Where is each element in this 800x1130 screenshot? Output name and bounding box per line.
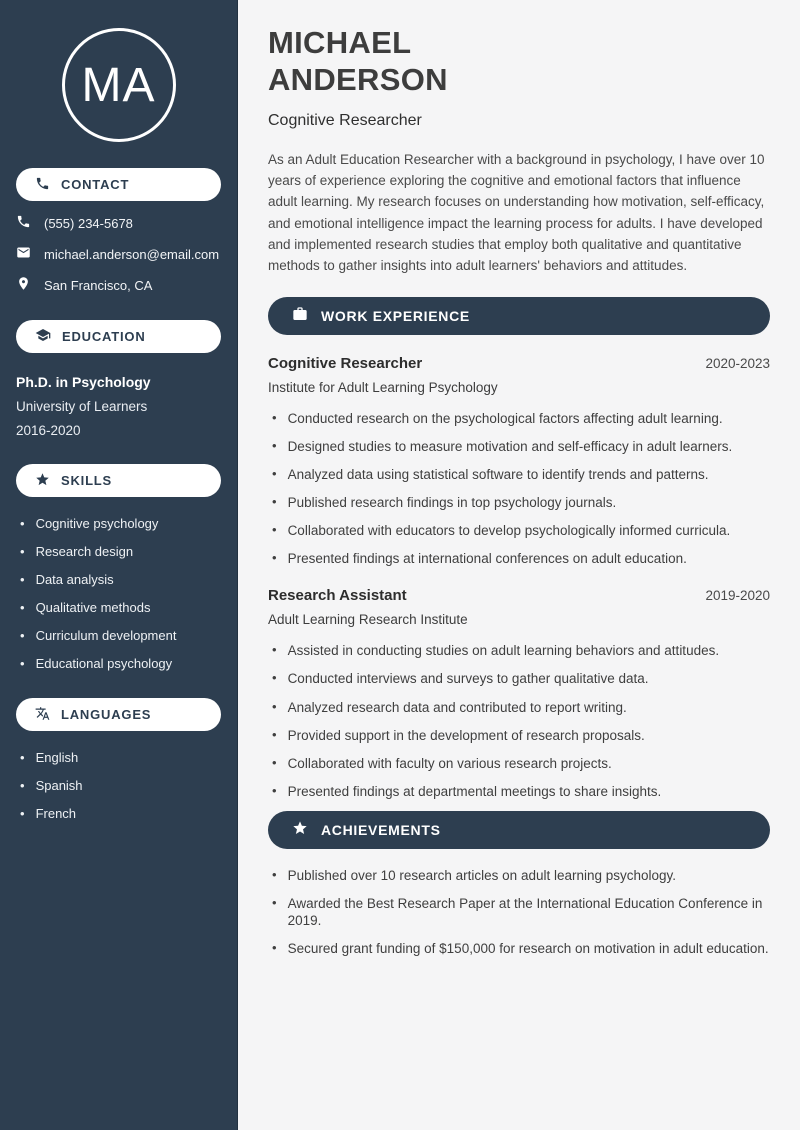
education-school: University of Learners bbox=[16, 399, 148, 414]
job-bullet: Conducted interviews and surveys to gather qualitative data. bbox=[287, 671, 649, 687]
bullet-dot: • bbox=[20, 750, 25, 766]
bullet-dot: • bbox=[20, 656, 25, 672]
list-item bbox=[272, 410, 770, 428]
location-icon bbox=[16, 276, 31, 294]
bullet-dot: • bbox=[272, 726, 277, 742]
achievements-section-header bbox=[268, 811, 770, 849]
job-company: Adult Learning Research Institute bbox=[268, 612, 468, 628]
bullet-dot: • bbox=[20, 600, 25, 616]
job-title: Cognitive Researcher bbox=[268, 354, 423, 372]
contact-item-location bbox=[16, 276, 221, 294]
list-item bbox=[272, 466, 770, 484]
bullet-dot: • bbox=[272, 549, 277, 565]
language-label: French bbox=[35, 806, 77, 822]
bullet-dot: • bbox=[272, 465, 277, 481]
list-item bbox=[272, 642, 770, 660]
mail-icon bbox=[16, 245, 31, 263]
name-last: ANDERSON bbox=[268, 62, 448, 98]
language-label: Spanish bbox=[35, 778, 83, 794]
skill-label: Cognitive psychology bbox=[35, 516, 159, 531]
summary-paragraph: As an Adult Education Researcher with a background in psychology, I have over 10 years of experience exploring the cognitive and emotional factors that influence adult learning. My research focuses on understanding how motivation, self-efficacy, and emotional intelligence impact the learning process for adults. I have developed and implemented research studies that employ both qualitative and quantitative methods to gather insights into adult learners' behaviors and attitudes. bbox=[268, 152, 765, 273]
skills-list bbox=[20, 516, 221, 672]
work-experience-title: WORK EXPERIENCE bbox=[321, 307, 470, 324]
star-icon bbox=[35, 472, 50, 490]
list-item bbox=[20, 656, 221, 672]
contact-email-value: michael.anderson@email.com bbox=[44, 246, 220, 262]
contact-phone-value: (555) 234-5678 bbox=[44, 215, 133, 231]
job-bullet: Designed studies to measure motivation and self-efficacy in adult learners. bbox=[287, 438, 733, 454]
name-first: MICHAEL bbox=[268, 25, 412, 60]
job-bullet-list bbox=[272, 642, 770, 800]
bullet-dot: • bbox=[272, 642, 277, 658]
job-bullet: Conducted research on the psychological factors affecting adult learning. bbox=[287, 410, 723, 426]
language-label: English bbox=[35, 750, 79, 766]
achievements-title: ACHIEVEMENTS bbox=[321, 821, 441, 838]
bullet-dot: • bbox=[20, 516, 25, 531]
bullet-dot: • bbox=[20, 572, 25, 588]
list-item bbox=[272, 670, 770, 688]
job-header bbox=[268, 587, 770, 604]
avatar-initials: MA bbox=[81, 58, 156, 112]
contact-item-phone bbox=[16, 214, 221, 232]
list-item bbox=[20, 572, 221, 588]
achievement-bullet: Secured grant funding of $150,000 for research on motivation in adult education. bbox=[287, 941, 769, 957]
list-item bbox=[272, 755, 770, 773]
bullet-dot: • bbox=[272, 782, 277, 798]
achievements-list bbox=[272, 867, 770, 958]
skill-label: Research design bbox=[35, 544, 134, 560]
job-bullet-list bbox=[272, 410, 770, 568]
star-icon bbox=[292, 820, 308, 839]
page-title bbox=[268, 24, 770, 98]
bullet-dot: • bbox=[20, 778, 25, 794]
skill-label: Qualitative methods bbox=[35, 600, 151, 616]
graduation-cap-icon bbox=[35, 327, 51, 346]
list-item bbox=[272, 895, 770, 930]
education-section-title: EDUCATION bbox=[62, 329, 146, 344]
contact-section-header bbox=[16, 168, 221, 201]
avatar bbox=[62, 28, 176, 142]
bullet-dot: • bbox=[272, 409, 277, 425]
skill-label: Curriculum development bbox=[35, 628, 177, 644]
job-header bbox=[268, 355, 770, 372]
education-section-header bbox=[16, 320, 221, 353]
sidebar bbox=[0, 0, 238, 1130]
list-item bbox=[272, 522, 770, 540]
bullet-dot: • bbox=[272, 437, 277, 453]
list-item bbox=[272, 783, 770, 801]
bullet-dot: • bbox=[272, 866, 277, 882]
job-bullet: Collaborated with faculty on various research projects. bbox=[287, 755, 612, 771]
list-item bbox=[272, 699, 770, 717]
list-item bbox=[20, 516, 221, 532]
list-item bbox=[20, 544, 221, 560]
bullet-dot: • bbox=[20, 628, 25, 644]
list-item bbox=[20, 750, 221, 766]
bullet-dot: • bbox=[20, 806, 25, 822]
education-years: 2016-2020 bbox=[16, 423, 81, 438]
phone-icon bbox=[35, 176, 50, 194]
job-dates: 2019-2020 bbox=[705, 588, 770, 604]
list-item bbox=[272, 438, 770, 456]
achievement-bullet: Published over 10 research articles on adult learning psychology. bbox=[287, 867, 677, 883]
job-dates: 2020-2023 bbox=[705, 355, 770, 371]
phone-icon bbox=[16, 214, 31, 232]
list-item bbox=[20, 600, 221, 616]
list-item bbox=[272, 727, 770, 745]
job-bullet: Assisted in conducting studies on adult learning behaviors and attitudes. bbox=[287, 643, 720, 659]
job-company: Institute for Adult Learning Psychology bbox=[268, 379, 498, 395]
bullet-dot: • bbox=[272, 754, 277, 770]
job-role-subtitle: Cognitive Researcher bbox=[268, 112, 422, 130]
bullet-dot: • bbox=[272, 698, 277, 714]
education-entry bbox=[16, 374, 221, 438]
skill-label: Educational psychology bbox=[35, 656, 173, 672]
briefcase-icon bbox=[292, 306, 308, 325]
job-bullet: Presented findings at international conferences on adult education. bbox=[287, 550, 687, 566]
list-item bbox=[20, 778, 221, 794]
bullet-dot: • bbox=[272, 521, 277, 537]
job-bullet: Published research findings in top psychology journals. bbox=[287, 494, 617, 510]
bullet-dot: • bbox=[272, 894, 277, 910]
contact-list bbox=[16, 214, 221, 294]
bullet-dot: • bbox=[272, 940, 277, 956]
job-bullet: Collaborated with educators to develop psychologically informed curricula. bbox=[287, 522, 731, 538]
achievement-bullet: Awarded the Best Research Paper at the International Education Conference in 2019. bbox=[287, 895, 763, 929]
job-bullet: Provided support in the development of research proposals. bbox=[287, 727, 645, 743]
education-degree: Ph.D. in Psychology bbox=[16, 374, 151, 390]
bullet-dot: • bbox=[272, 493, 277, 509]
contact-location-value: San Francisco, CA bbox=[44, 277, 153, 293]
languages-section-header bbox=[16, 698, 221, 731]
translate-icon bbox=[35, 706, 50, 724]
list-item bbox=[272, 867, 770, 885]
list-item bbox=[272, 550, 770, 568]
skills-section-header bbox=[16, 464, 221, 497]
skill-label: Data analysis bbox=[35, 572, 114, 588]
work-experience-section-header bbox=[268, 297, 770, 335]
job-bullet: Analyzed research data and contributed to report writing. bbox=[287, 699, 627, 715]
main-content bbox=[238, 0, 800, 1130]
languages-section-title: LANGUAGES bbox=[61, 707, 152, 723]
skills-section-title: SKILLS bbox=[61, 473, 113, 488]
job-title: Research Assistant bbox=[268, 587, 407, 605]
list-item bbox=[20, 806, 221, 822]
list-item bbox=[20, 628, 221, 644]
list-item bbox=[272, 494, 770, 512]
bullet-dot: • bbox=[272, 670, 277, 686]
contact-section-title: CONTACT bbox=[61, 177, 130, 192]
job-bullet: Analyzed data using statistical software to identify trends and patterns. bbox=[287, 466, 709, 482]
languages-list bbox=[20, 750, 221, 822]
list-item bbox=[272, 940, 770, 958]
contact-item-email bbox=[16, 245, 221, 263]
job-bullet: Presented findings at departmental meetings to share insights. bbox=[287, 783, 662, 799]
bullet-dot: • bbox=[20, 544, 25, 560]
